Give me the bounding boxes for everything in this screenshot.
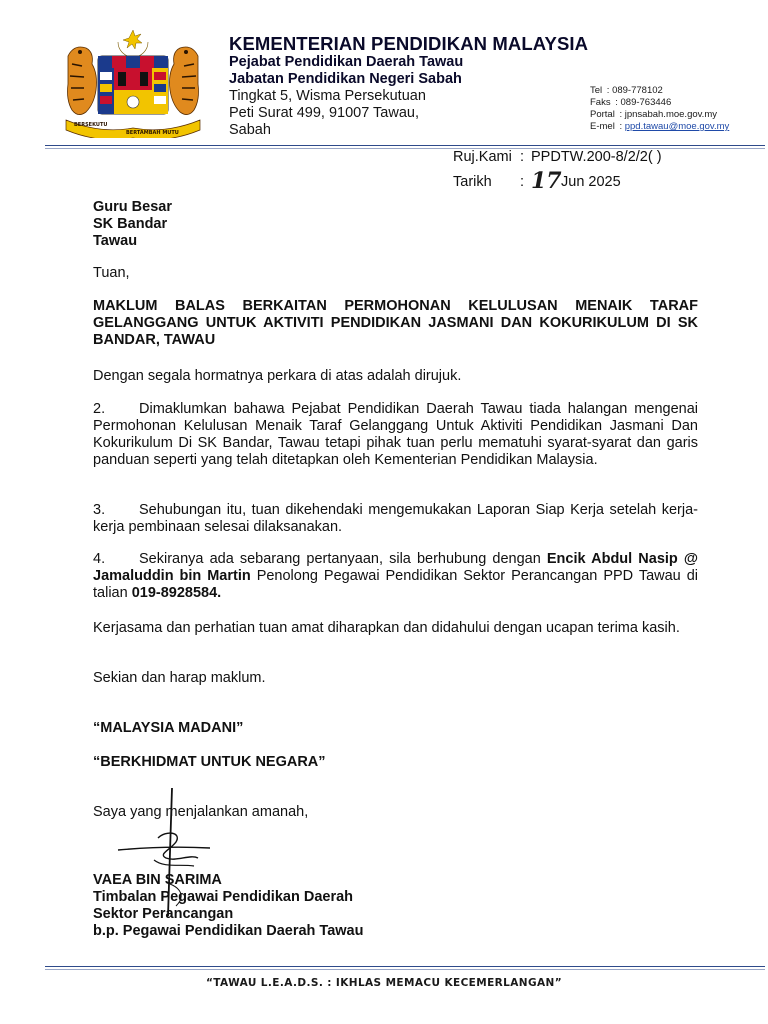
contact-person-name: Encik Abdul Nasip @ Jamaluddin bin Martin xyxy=(93,551,699,584)
paragraph-2-text: Dimaklumkan bahawa Pejabat Pendidikan Daerah Tawau tiada halangan mengenai Permohonan Kelulusan Menaik Taraf Gelanggang Untuk Aktiviti Pendidikan Jasmani Dan Kokurikulum Di SK Bandar, Tawau tetapi pihak tuan perlu mematuhi syarat-syarat dan garis panduan seperti yang telah ditetapkan oleh Kementerian Pendidikan Malaysia. xyxy=(93,401,698,468)
contact-tel xyxy=(590,85,663,96)
contact-email xyxy=(590,121,729,132)
slogan-madani: “MALAYSIA MADANI” xyxy=(93,720,244,736)
email-link[interactable]: ppd.tawau@moe.gov.my xyxy=(624,121,730,132)
contact-portal-value: : jpnsabah.moe.gov.my xyxy=(619,109,717,120)
reference-number xyxy=(453,149,662,165)
address-line-2: Peti Surat 499, 91007 Tawau, xyxy=(229,105,419,121)
date-month-year: Jun 2025 xyxy=(561,174,621,190)
paragraph-2 xyxy=(93,401,698,469)
signer-name: VAEA BIN SARIMA xyxy=(93,872,222,888)
contact-email-colon: : xyxy=(619,121,625,132)
paragraph-4-text-start: Sekiranya ada sebarang pertanyaan, sila berhubung dengan xyxy=(139,551,547,567)
footer-divider-thin xyxy=(45,969,765,970)
tarikh-label: Tarikh xyxy=(453,174,492,190)
contact-portal xyxy=(590,109,717,120)
paragraph-3 xyxy=(93,502,698,536)
recipient-town: Tawau xyxy=(93,233,138,249)
signer-position: Timbalan Pegawai Pendidikan Daerah xyxy=(93,889,354,905)
ruj-value: PPDTW.200-8/2/2( ) xyxy=(531,149,662,165)
contact-email-label: E-mel xyxy=(590,121,615,132)
paragraph-2-number: 2. xyxy=(93,401,106,417)
contact-fax xyxy=(590,97,671,108)
footer-motto: “TAWAU L.E.A.D.S. : IKHLAS MEMACU KECEMERLANGAN” xyxy=(206,977,562,989)
paragraph-6: Sekian dan harap maklum. xyxy=(93,670,266,686)
office-name: Pejabat Pendidikan Daerah Tawau xyxy=(229,54,464,70)
subject-heading: MAKLUM BALAS BERKAITAN PERMOHONAN KELULUSAN MENAIK TARAF GELANGGANG UNTUK AKTIVITI PENDIDIKAN JASMANI DAN KOKURIKULUM DI SK BANDAR, TAWAU xyxy=(93,298,698,348)
contact-fax-label: Faks xyxy=(590,97,611,108)
paragraph-3-number: 3. xyxy=(93,502,106,518)
paragraph-3-text: Sehubungan itu, tuan dikehendaki mengemukakan Laporan Siap Kerja setelah kerja-kerja pembinaan selesai dilaksanakan. xyxy=(93,502,698,535)
paragraph-4-text-middle: Penolong Pegawai Pendidikan Sektor Perancangan PPD Tawau di talian xyxy=(93,568,698,601)
crest-motto-left: BERSEKUTU xyxy=(74,122,108,128)
contact-fax-value: : 089-763446 xyxy=(615,97,672,108)
contact-phone: 019-8928584. xyxy=(131,585,222,601)
recipient-school: SK Bandar xyxy=(93,216,168,232)
slogan-berkhidmat: “BERKHIDMAT UNTUK NEGARA” xyxy=(93,754,326,770)
address-line-1: Tingkat 5, Wisma Persekutuan xyxy=(229,88,426,104)
contact-portal-label: Portal xyxy=(590,109,615,120)
address-line-3: Sabah xyxy=(229,122,271,138)
ruj-label: Ruj.Kami xyxy=(453,149,512,165)
tarikh-colon: : xyxy=(519,174,525,190)
paragraph-4-number: 4. xyxy=(93,551,106,567)
closing-phrase: Saya yang menjalankan amanah, xyxy=(93,804,309,820)
paragraph-4 xyxy=(93,551,698,602)
date-day-handwritten: 17 xyxy=(531,168,562,194)
salutation: Tuan, xyxy=(93,265,130,281)
letter-date xyxy=(453,166,621,192)
department-name: Jabatan Pendidikan Negeri Sabah xyxy=(229,71,462,87)
contact-tel-value: : 089-778102 xyxy=(606,85,663,96)
signer-on-behalf: b.p. Pegawai Pendidikan Daerah Tawau xyxy=(93,923,364,939)
paragraph-1: Dengan segala hormatnya perkara di atas adalah dirujuk. xyxy=(93,368,462,384)
footer-divider xyxy=(45,966,765,967)
signer-sector: Sektor Perancangan xyxy=(93,906,234,922)
header-divider xyxy=(45,145,765,146)
ministry-name: KEMENTERIAN PENDIDIKAN MALAYSIA xyxy=(229,33,589,54)
ruj-colon: : xyxy=(519,149,525,165)
paragraph-5: Kerjasama dan perhatian tuan amat diharapkan dan didahului dengan ucapan terima kasih. xyxy=(93,620,680,636)
malaysia-coat-of-arms-icon xyxy=(60,28,206,138)
crest-motto-right: BERTAMBAH MUTU xyxy=(126,130,179,136)
contact-tel-label: Tel xyxy=(590,85,603,96)
recipient-title: Guru Besar xyxy=(93,199,172,215)
